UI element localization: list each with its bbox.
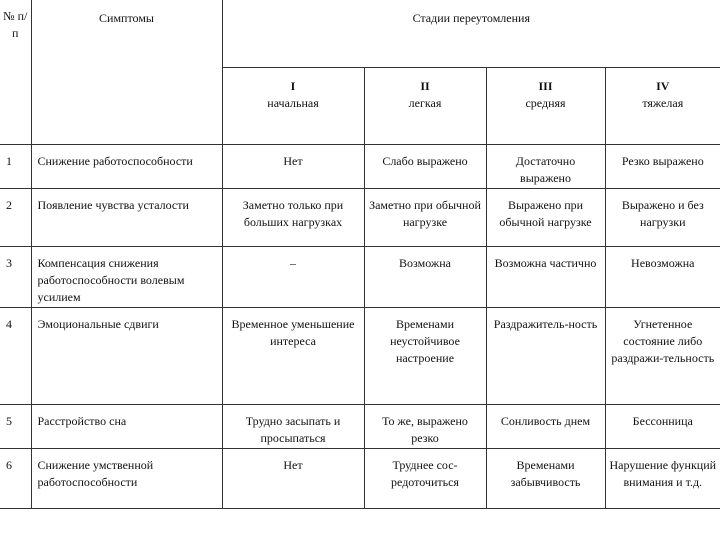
stage-roman: III xyxy=(538,78,553,93)
header-stages-title: Стадии переутомления xyxy=(412,11,530,25)
table-row xyxy=(0,404,720,448)
stage-name: легкая xyxy=(408,95,442,110)
symptom-cell: Компенсация снижения работоспособности волевым усилием xyxy=(31,246,222,307)
row-number: 6 xyxy=(0,448,31,508)
stage-header-1 xyxy=(222,67,364,144)
symptom-cell: Появление чувства усталости xyxy=(31,188,222,246)
symptom-cell: Расстройство сна xyxy=(31,404,222,448)
table-row xyxy=(0,307,720,404)
stage-1-value: Заметно только при больших нагрузках xyxy=(222,188,364,246)
table-row xyxy=(0,144,720,188)
row-number: 1 xyxy=(0,144,31,188)
stage-roman: IV xyxy=(656,78,670,93)
row-number: 3 xyxy=(0,246,31,307)
row-number: 4 xyxy=(0,307,31,404)
stage-4-value: Выражено и без нагрузки xyxy=(605,188,720,246)
stage-4-value: Резко выражено xyxy=(605,144,720,188)
stage-1-value: Нет xyxy=(222,144,364,188)
stage-name: тяжелая xyxy=(642,95,684,110)
stage-4-value: Угнетенное состояние либо раздражи-тельность xyxy=(605,307,720,404)
table-row xyxy=(0,188,720,246)
header-symptoms-label: Симптомы xyxy=(99,11,154,25)
stage-2-value: Временами неустойчивое настроение xyxy=(364,307,486,404)
stage-2-value: Заметно при обычной нагрузке xyxy=(364,188,486,246)
stage-3-value: Возможна частично xyxy=(486,246,605,307)
symptom-cell: Снижение работоспособности xyxy=(31,144,222,188)
stage-4-value: Бессонница xyxy=(605,404,720,448)
stage-2-value: Возможна xyxy=(364,246,486,307)
header-number-cell xyxy=(0,0,31,144)
stage-4-value: Нарушение функций внимания и т.д. xyxy=(605,448,720,508)
stage-header-2 xyxy=(364,67,486,144)
stage-3-value: Сонливость днем xyxy=(486,404,605,448)
stage-3-value: Достаточно выражено xyxy=(486,144,605,188)
stage-2-value: То же, выражено резко xyxy=(364,404,486,448)
header-number-label: № п/п xyxy=(3,9,28,40)
stage-name: начальная xyxy=(267,95,319,110)
stage-1-value: Нет xyxy=(222,448,364,508)
row-number: 2 xyxy=(0,188,31,246)
stage-1-value: Трудно засыпать и просыпаться xyxy=(222,404,364,448)
symptom-cell: Эмоциональные сдвиги xyxy=(31,307,222,404)
header-symptoms-cell xyxy=(31,0,222,144)
stage-3-value: Раздражитель-ность xyxy=(486,307,605,404)
table-row xyxy=(0,448,720,508)
stage-roman: II xyxy=(420,78,430,93)
row-number: 5 xyxy=(0,404,31,448)
stage-header-4 xyxy=(605,67,720,144)
symptom-cell: Снижение умственной работоспособности xyxy=(31,448,222,508)
stage-3-value: Выражено при обычной нагрузке xyxy=(486,188,605,246)
stage-name: средняя xyxy=(525,95,566,110)
stage-roman: I xyxy=(290,78,296,93)
stage-1-value: Временное уменьшение интереса xyxy=(222,307,364,404)
stage-2-value: Слабо выражено xyxy=(364,144,486,188)
table-row xyxy=(0,246,720,307)
stage-1-value: – xyxy=(222,246,364,307)
stage-2-value: Труднее сос-редоточиться xyxy=(364,448,486,508)
stage-header-3 xyxy=(486,67,605,144)
header-stages-cell xyxy=(222,0,720,67)
stage-4-value: Невозможна xyxy=(605,246,720,307)
stage-3-value: Временами забывчивость xyxy=(486,448,605,508)
